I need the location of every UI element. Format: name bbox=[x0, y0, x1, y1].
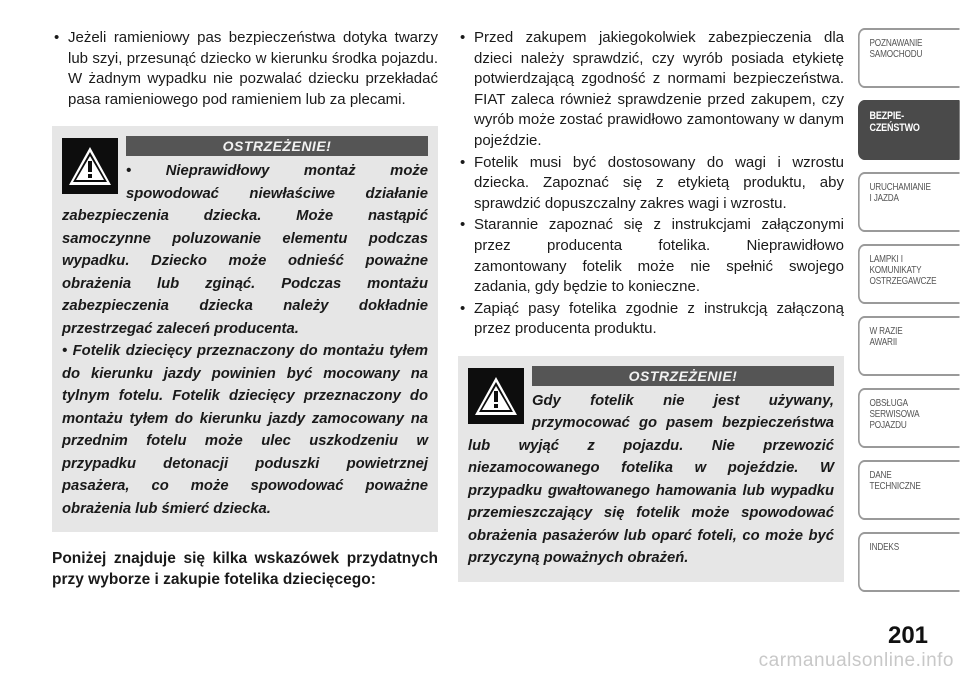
chapter-sidebar bbox=[858, 28, 960, 604]
tab-label: LAMPKI I KOMUNIKATY OSTRZEGAWCZE bbox=[869, 254, 937, 287]
list-item: • Jeżeli ramieniowy pas bezpieczeństwa dotyka twarzy lub szyi, przesunąć dziecko w kierunku środka pojazdu. W żadnym wypadku nie pozwalać dziecku przekładać pasa ramieniowego pod ramieniem lub za plecami. bbox=[52, 28, 438, 110]
list-item: • Zapiąć pasy fotelika zgodnie z instrukcją załączoną przez producenta produktu. bbox=[458, 299, 844, 340]
tab-bezpieczenstwo[interactable] bbox=[858, 100, 960, 160]
tab-label: OBSŁUGA SERWISOWA POJAZDU bbox=[869, 398, 920, 431]
tab-uruchamianie-i-jazda[interactable] bbox=[858, 172, 960, 232]
tab-label: BEZPIE- CZEŃSTWO bbox=[869, 110, 920, 134]
warning-paragraph: Gdy fotelik nie jest używany, przymocować go pasem bezpieczeństwa lub wyjąć z pojazdu. Nie przewozić niezamocowanego fotelika w pojeździe. W przypadku gwałtowanego hamowania lub wypadku przemieszczający się fotelik może spowodować obrażenia pasażerów lub oparć foteli, co może być przyczyną poważnych obrażeń. bbox=[468, 392, 834, 567]
warning-title: OSTRZEŻENIE! bbox=[532, 366, 834, 386]
left-column bbox=[52, 28, 438, 590]
tab-label: URUCHAMIANIE I JAZDA bbox=[869, 182, 931, 204]
warning-box bbox=[458, 356, 844, 582]
tab-label: INDEKS bbox=[869, 542, 900, 553]
tab-w-razie-awarii[interactable] bbox=[858, 316, 960, 376]
tab-obsluga-serwisowa[interactable] bbox=[858, 388, 960, 448]
left-bullet-list bbox=[52, 28, 438, 110]
tab-label: W RAZIE AWARII bbox=[869, 326, 903, 348]
list-item: • Starannie zapoznać się z instrukcjami załączonymi przez producenta fotelika. Nieprawidłowo zamontowany fotelik może nie spełnić swojego zadania, gdy będzie to konieczne. bbox=[458, 215, 844, 297]
list-item: • Fotelik musi być dostosowany do wagi i wzrostu dziecka. Zapoznać się z etykietą produktu, aby sprawdzić dopuszczalny zakres wagi i wzrostu. bbox=[458, 153, 844, 215]
tab-lampki-i-komunikaty[interactable] bbox=[858, 244, 960, 304]
right-bullet-list bbox=[458, 28, 844, 340]
warning-title: OSTRZEŻENIE! bbox=[126, 136, 428, 156]
tab-poznawanie-samochodu[interactable] bbox=[858, 28, 960, 88]
warning-triangle-icon bbox=[468, 368, 524, 424]
section-subheading: Poniżej znajduje się kilka wskazówek przydatnych przy wyborze i zakupie fotelika dziecięcego: bbox=[52, 550, 438, 589]
warning-paragraph: • Nieprawidłowy montaż może spowodować niewłaściwe działanie zabezpieczenia dziecka. Może nastąpić samoczynne poluzowanie elementu podczas wypadku. Dziecko może odnieść poważne obrażenia lub zginąć. Podczas montażu zabezpieczenia dziecka należy dokładnie przestrzegać zaleceń producenta. bbox=[62, 163, 428, 337]
warning-triangle-icon bbox=[62, 138, 118, 194]
warning-paragraph: • Fotelik dziecięcy przeznaczony do montażu tyłem do kierunku jazdy powinien być mocowany na tylnym fotelu. Fotelik dziecięcy przeznaczony do montażu tyłem do kierunku jazdy zamocowany na przednim fotelu może ulec uszkodzeniu w przypadku detonacji poduszki powietrznej pasażera, co może spowodować poważne obrażenia lub śmierć dziecka. bbox=[62, 343, 428, 517]
warning-text bbox=[62, 160, 428, 520]
tab-dane-techniczne[interactable] bbox=[858, 460, 960, 520]
warning-box bbox=[52, 126, 438, 532]
tab-label: DANE TECHNICZNE bbox=[869, 470, 921, 492]
watermark-text: carmanualsonline.info bbox=[758, 650, 954, 671]
list-item: • Przed zakupem jakiegokolwiek zabezpieczenia dla dzieci należy sprawdzić, czy wyrób posiada etykietę potwierdzającą zgodność z normami bezpieczeństwa. FIAT zaleca również sprawdzenie przed zakupem, czy wyrób może zostać prawidłowo zamontowany w danym pojeździe. bbox=[458, 28, 844, 152]
page-number: 201 bbox=[887, 622, 929, 649]
right-column bbox=[458, 28, 844, 582]
tab-label: POZNAWANIE SAMOCHODU bbox=[869, 38, 923, 60]
tab-indeks[interactable] bbox=[858, 532, 960, 592]
